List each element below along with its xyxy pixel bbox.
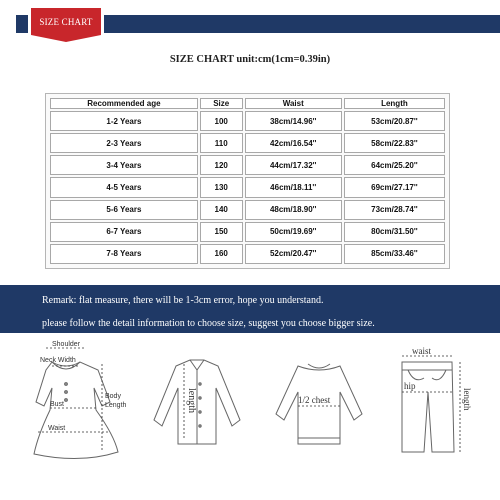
table-row xyxy=(50,177,445,197)
remark-band xyxy=(0,285,500,333)
cell-length: 69cm/27.17'' xyxy=(344,177,445,197)
cell-waist: 46cm/18.11'' xyxy=(245,177,342,197)
cell-waist: 42cm/16.54'' xyxy=(245,133,342,153)
cell-size: 140 xyxy=(200,200,243,220)
size-table xyxy=(48,96,447,266)
remark-line-1: Remark: flat measure, there will be 1-3cm error, hope you understand. xyxy=(42,295,324,306)
dress-label-shoulder: Shoulder xyxy=(52,341,81,348)
dress-diagram xyxy=(10,340,135,470)
cell-size: 130 xyxy=(200,177,243,197)
cell-size: 150 xyxy=(200,222,243,242)
page-title: SIZE CHART unit:cm(1cm=0.39in) xyxy=(169,54,331,65)
dress-label-waist: Waist xyxy=(48,425,66,432)
dress-label-neck-width: Neck Width xyxy=(40,357,76,364)
table-row xyxy=(50,155,445,175)
table-row xyxy=(50,111,445,131)
table-header-row xyxy=(50,98,445,109)
table-row xyxy=(50,222,445,242)
table-row xyxy=(50,200,445,220)
cell-age: 7-8 Years xyxy=(50,244,198,264)
cell-length: 73cm/28.74'' xyxy=(344,200,445,220)
cell-size: 100 xyxy=(200,111,243,131)
table-row xyxy=(50,133,445,153)
cell-length: 58cm/22.83'' xyxy=(344,133,445,153)
cell-waist: 44cm/17.32'' xyxy=(245,155,342,175)
pants-label-waist: waist xyxy=(412,346,431,356)
cell-size: 120 xyxy=(200,155,243,175)
column-header-age: Recommended age xyxy=(50,98,198,109)
cell-waist: 50cm/19.69'' xyxy=(245,222,342,242)
cell-length: 53cm/20.87'' xyxy=(344,111,445,131)
cell-age: 4-5 Years xyxy=(50,177,198,197)
column-header-size: Size xyxy=(200,98,243,109)
cell-waist: 48cm/18.90'' xyxy=(245,200,342,220)
badge-label: SIZE CHART xyxy=(39,17,93,27)
cell-waist: 38cm/14.96'' xyxy=(245,111,342,131)
cell-size: 160 xyxy=(200,244,243,264)
pants-label-length: length xyxy=(462,388,472,411)
cell-age: 1-2 Years xyxy=(50,111,198,131)
shirt-label-length: length xyxy=(186,388,197,413)
size-table-frame xyxy=(45,93,450,269)
pants-diagram xyxy=(380,340,490,465)
shirt-diagram xyxy=(140,340,255,460)
cell-size: 110 xyxy=(200,133,243,153)
sweater-label-chest: 1/2 chest xyxy=(298,395,331,405)
cell-age: 2-3 Years xyxy=(50,133,198,153)
badge-ribbon-shape xyxy=(28,8,104,46)
sweater-diagram xyxy=(262,340,377,460)
dress-label-length: Length xyxy=(105,402,127,409)
cell-age: 3-4 Years xyxy=(50,155,198,175)
dress-label-body: Body xyxy=(105,393,121,400)
column-header-length: Length xyxy=(344,98,445,109)
cell-length: 80cm/31.50'' xyxy=(344,222,445,242)
remark-line-2: please follow the detail information to choose size, suggest you choose bigger size. xyxy=(42,318,375,329)
column-header-waist: Waist xyxy=(245,98,342,109)
pants-label-hip: hip xyxy=(404,381,416,391)
cell-waist: 52cm/20.47'' xyxy=(245,244,342,264)
pants-outline-icon xyxy=(402,362,454,452)
cell-age: 6-7 Years xyxy=(50,222,198,242)
cell-age: 5-6 Years xyxy=(50,200,198,220)
cell-length: 64cm/25.20'' xyxy=(344,155,445,175)
table-row xyxy=(50,244,445,264)
dress-label-bust: Bust xyxy=(50,401,65,408)
dress-outline-icon xyxy=(34,362,118,459)
size-chart-badge xyxy=(28,8,104,46)
cell-length: 85cm/33.46'' xyxy=(344,244,445,264)
